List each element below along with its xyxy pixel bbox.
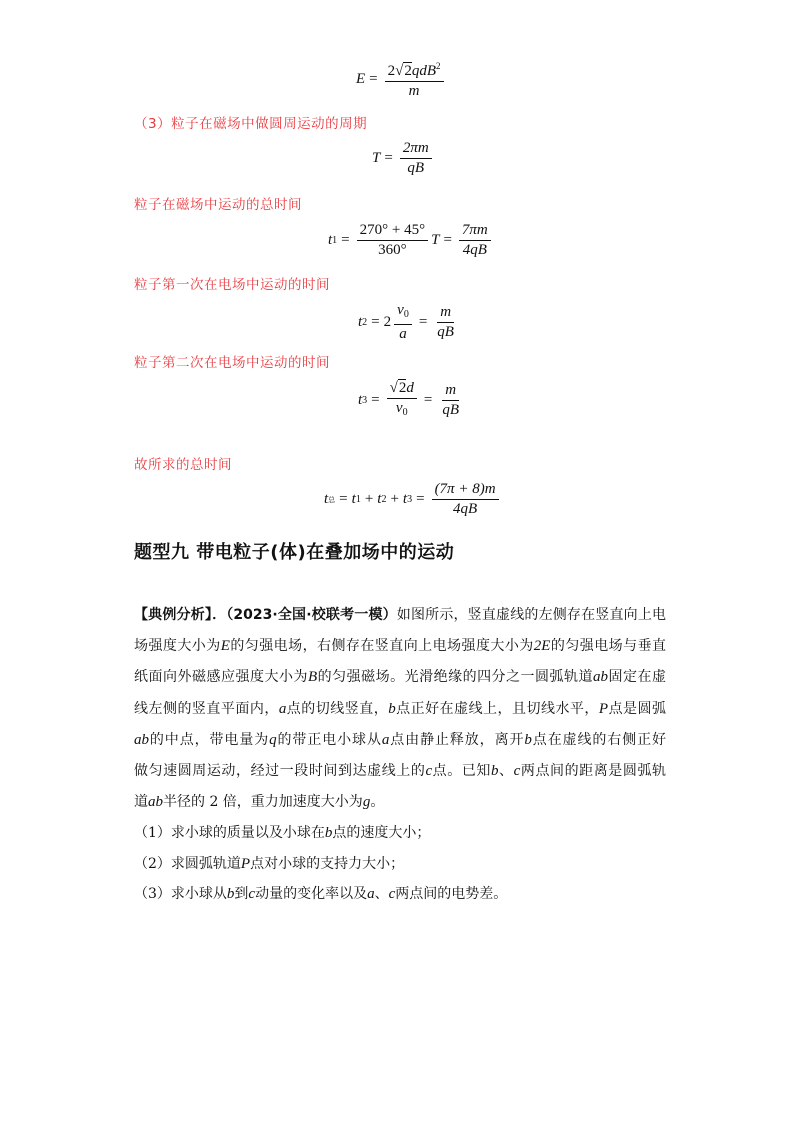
text-run: 场强度大小为 bbox=[134, 638, 221, 655]
text-run: 的匀强电场与垂直 bbox=[550, 638, 667, 655]
section-heading: 题型九 带电粒子(体)在叠加场中的运动 bbox=[134, 542, 455, 563]
formula-T bbox=[372, 140, 435, 177]
math-variable: b bbox=[524, 731, 532, 748]
question-item bbox=[134, 884, 666, 904]
math-variable: g bbox=[362, 794, 371, 811]
text-run: 点对小球的支持力大小； bbox=[250, 855, 405, 872]
numerator: 2πm bbox=[400, 140, 432, 159]
equals: = bbox=[384, 150, 393, 166]
equals: = bbox=[341, 232, 350, 248]
math-variable: b bbox=[388, 700, 396, 717]
fraction bbox=[357, 222, 428, 259]
equals: = bbox=[418, 314, 428, 330]
math-symbol: E bbox=[356, 70, 366, 87]
problem-line bbox=[134, 761, 666, 781]
subscript: 0 bbox=[403, 309, 409, 320]
text-run: 的匀强磁场。光滑绝缘的四分之一圆弧轨道 bbox=[317, 669, 594, 686]
solution-label: 粒子第二次在电场中运动的时间 bbox=[134, 355, 330, 371]
example-label: 【典例分析】．（2023·全国·校联考一模） bbox=[134, 607, 397, 623]
solution-label: 粒子第一次在电场中运动的时间 bbox=[134, 277, 330, 293]
math-variable: ab bbox=[593, 669, 609, 686]
denominator bbox=[393, 399, 411, 421]
math-variable: b bbox=[226, 886, 235, 902]
math-variable: P bbox=[240, 855, 251, 872]
subscript: 总 bbox=[328, 495, 336, 504]
text-run: 两点间的距离是圆弧轨 bbox=[520, 763, 667, 779]
plus: + bbox=[364, 491, 374, 507]
text-run: 点由静止释放，离开 bbox=[389, 731, 525, 748]
text-run: 点的速度大小； bbox=[332, 825, 431, 841]
text-run: （1）求小球的质量以及小球在 bbox=[134, 825, 325, 841]
subscript: 2 bbox=[381, 494, 387, 505]
text-run: 点是圆弧 bbox=[608, 700, 667, 717]
text-run: 道 bbox=[134, 794, 148, 811]
denominator: 4qB bbox=[452, 501, 478, 517]
subscript: 1 bbox=[355, 494, 361, 505]
math-symbol: t bbox=[377, 491, 382, 507]
fraction bbox=[434, 304, 457, 341]
equals: = bbox=[416, 491, 425, 507]
math-symbol: t bbox=[358, 314, 363, 330]
math-term: 2 bbox=[398, 380, 407, 396]
text-run: （2）求圆弧轨道 bbox=[134, 855, 241, 872]
fraction bbox=[400, 140, 432, 177]
subscript: 3 bbox=[362, 395, 368, 406]
text-run: 点的切线竖直， bbox=[286, 700, 389, 717]
equals: = bbox=[371, 314, 380, 330]
plus: + bbox=[390, 491, 399, 507]
text-run: 如图所示，竖直虚线的左侧存在竖直向上电 bbox=[396, 607, 666, 623]
math-variable: 2E bbox=[533, 638, 551, 655]
text-run: 到 bbox=[234, 886, 249, 902]
denominator: a bbox=[399, 326, 407, 342]
numerator: 2√2qdB$^2$ bbox=[385, 58, 444, 82]
solution-label: （3）粒子在磁场中做圆周运动的周期 bbox=[134, 116, 368, 132]
fraction bbox=[439, 382, 462, 419]
math-term: d bbox=[406, 380, 414, 396]
denominator: qB bbox=[407, 160, 425, 176]
equals: = bbox=[339, 491, 348, 507]
numerator: m bbox=[437, 304, 454, 323]
question-item bbox=[134, 854, 666, 874]
problem-line bbox=[134, 605, 666, 625]
text-run: 的匀强电场，右侧存在竖直向上电场强度大小为 bbox=[229, 638, 534, 655]
text-run: 点。已知 bbox=[432, 763, 491, 779]
math-term: 2 bbox=[436, 61, 441, 71]
math-variable: E bbox=[220, 638, 230, 655]
numerator: 7πm bbox=[459, 222, 491, 241]
math-variable: c bbox=[248, 886, 256, 902]
text-run: 点正好在虚线上，且切线水平， bbox=[395, 700, 599, 717]
formula-t3 bbox=[358, 380, 465, 421]
math-symbol: t bbox=[324, 491, 329, 507]
subscript: 1 bbox=[332, 235, 338, 246]
math-term: 2 bbox=[387, 63, 396, 79]
equals: = bbox=[369, 70, 378, 87]
math-variable: a bbox=[367, 886, 375, 902]
problem-line bbox=[134, 667, 666, 687]
text-run: 固定在虚 bbox=[608, 669, 667, 686]
equals: = bbox=[423, 392, 433, 408]
denominator: qB bbox=[442, 402, 460, 418]
question-item bbox=[134, 823, 666, 843]
math-symbol: t bbox=[328, 232, 333, 248]
formula-t-total bbox=[324, 481, 502, 518]
text-run: 。 bbox=[370, 794, 385, 811]
text-run: （3）求小球从 bbox=[134, 886, 227, 902]
subscript: 0 bbox=[402, 407, 408, 418]
formula-E bbox=[356, 58, 447, 100]
math-term: qdB bbox=[411, 63, 437, 79]
formula-t2 bbox=[358, 302, 460, 343]
math-variable: c bbox=[513, 763, 521, 779]
math-variable: B bbox=[307, 669, 318, 686]
math-variable: ab bbox=[148, 794, 163, 811]
coefficient: 2 bbox=[383, 314, 392, 330]
denominator: 4qB bbox=[462, 242, 487, 258]
text-run: 线左侧的竖直平面内， bbox=[134, 700, 279, 717]
text-run: 动量的变化率以及 bbox=[255, 886, 368, 902]
math-variable: b bbox=[490, 763, 499, 779]
math-variable: P bbox=[598, 700, 609, 717]
text-run: 两点间的电势差。 bbox=[395, 886, 508, 902]
denominator: qB bbox=[437, 324, 454, 340]
math-variable: a bbox=[278, 700, 287, 717]
equals: = bbox=[371, 392, 380, 408]
subscript: 2 bbox=[362, 317, 368, 328]
numerator bbox=[394, 302, 412, 325]
fraction bbox=[432, 481, 499, 518]
numerator: (7π + 8)m bbox=[432, 481, 499, 500]
math-symbol: t bbox=[402, 491, 408, 507]
math-variable: b bbox=[324, 825, 333, 841]
equals: = bbox=[443, 232, 452, 248]
math-variable: ab bbox=[134, 731, 149, 748]
math-term: 2 bbox=[404, 63, 412, 79]
math-variable: c bbox=[388, 886, 396, 902]
text-run: 点在虚线的右侧正好 bbox=[531, 731, 667, 748]
fraction bbox=[394, 302, 412, 343]
math-symbol: t bbox=[358, 392, 363, 408]
formula-t1 bbox=[328, 222, 494, 259]
text-run: 的中点，带电量为 bbox=[149, 731, 270, 748]
text-run: 半径的 2 倍，重力加速度大小为 bbox=[163, 794, 363, 811]
numerator: m bbox=[442, 382, 459, 401]
text-run: 纸面向外磁感应强度大小为 bbox=[134, 669, 308, 686]
math-symbol: T bbox=[431, 232, 440, 248]
math-variable: a bbox=[381, 731, 390, 748]
problem-line bbox=[134, 636, 666, 656]
solution-label: 粒子在磁场中运动的总时间 bbox=[134, 197, 302, 213]
math-term: v bbox=[395, 400, 403, 416]
denominator: m bbox=[408, 83, 420, 99]
solution-label: 故所求的总时间 bbox=[134, 457, 232, 473]
math-variable: q bbox=[269, 731, 277, 748]
denominator: 360° bbox=[378, 242, 407, 258]
fraction bbox=[387, 380, 417, 421]
math-symbol: t bbox=[351, 491, 356, 507]
problem-line bbox=[134, 699, 666, 719]
numerator: √2d bbox=[387, 380, 417, 399]
fraction bbox=[385, 58, 444, 100]
subscript: 3 bbox=[407, 494, 413, 505]
text-run: 做匀速圆周运动，经过一段时间到达虚线上的 bbox=[134, 763, 426, 779]
fraction bbox=[459, 222, 491, 259]
numerator: 270° + 45° bbox=[357, 222, 428, 241]
math-variable: c bbox=[425, 763, 433, 779]
math-term: v bbox=[397, 302, 404, 318]
math-symbol: T bbox=[372, 150, 381, 166]
text-run: 、 bbox=[498, 763, 514, 779]
problem-line bbox=[134, 730, 666, 750]
text-run: 、 bbox=[374, 886, 389, 902]
problem-line bbox=[134, 792, 666, 812]
text-run: 的带正电小球从 bbox=[276, 731, 382, 748]
